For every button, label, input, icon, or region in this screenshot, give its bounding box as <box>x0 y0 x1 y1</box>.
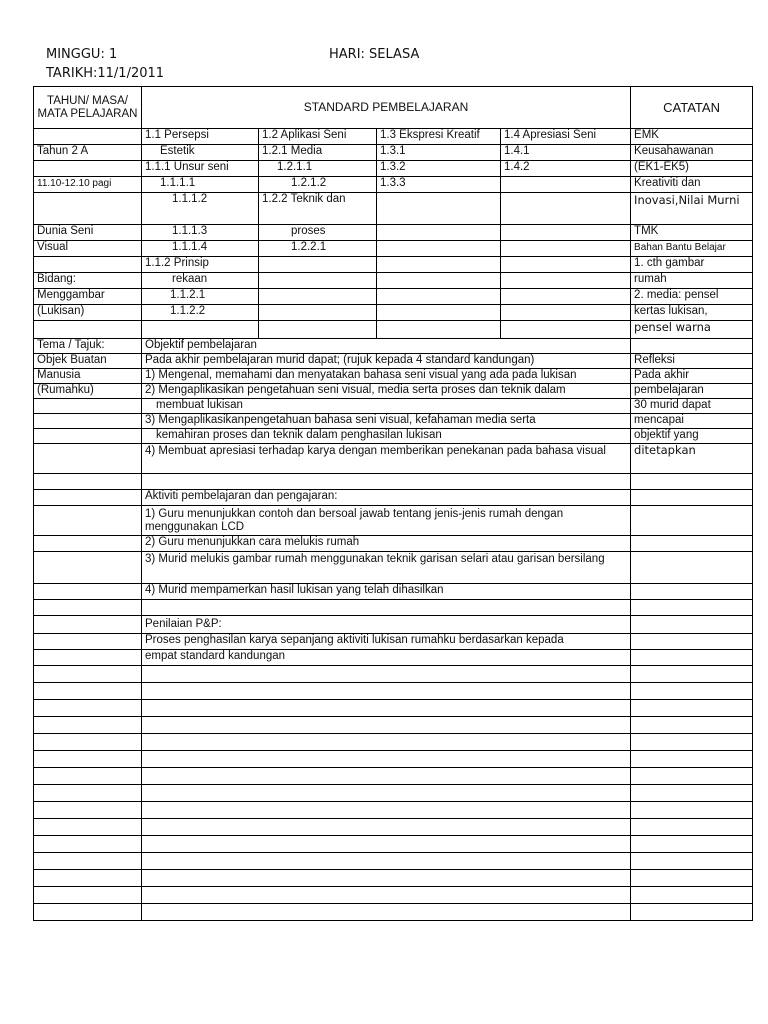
notes-cell: Kreativiti dan <box>631 177 753 193</box>
notes-cell: Pada akhir <box>631 369 753 384</box>
persepsi-cell: 1.1.1.3 <box>142 225 259 241</box>
notes-cell <box>631 339 753 354</box>
table-row <box>34 584 753 600</box>
time-cell: 11.10-12.10 pagi <box>34 177 142 193</box>
col-header-notes: CATATAN <box>631 87 753 129</box>
table-row <box>34 161 753 177</box>
empty-row <box>34 717 753 734</box>
aplikasi-cell: 1.2.1.2 <box>259 177 377 193</box>
activity-item: 4) Murid mempamerkan hasil lukisan yang telah dihasilkan <box>142 584 631 600</box>
objective-cell: 3) Mengaplikasikanpengetahuan bahasa seni visual, kefahaman media serta <box>142 414 631 429</box>
persepsi-cell: 1.1.2 Prinsip <box>142 257 259 273</box>
ekspresi-cell <box>377 273 501 289</box>
empty-row <box>34 734 753 751</box>
ekspresi-cell <box>377 193 501 225</box>
notes-cell: EMK <box>631 129 753 145</box>
apresiasi-cell <box>501 225 631 241</box>
apresiasi-cell <box>501 305 631 321</box>
apresiasi-cell <box>501 193 631 225</box>
aplikasi-cell: 1.2.1.1 <box>259 161 377 177</box>
table-row <box>34 384 753 399</box>
ekspresi-cell: 1.3 Ekspresi Kreatif <box>377 129 501 145</box>
theme-cell <box>34 399 142 414</box>
aplikasi-cell: proses <box>259 225 377 241</box>
theme-cell: Objek Buatan <box>34 354 142 369</box>
day-label: HARI: SELASA <box>329 47 420 62</box>
empty-row <box>34 474 753 490</box>
activity-item: 2) Guru menunjukkan cara melukis rumah <box>142 536 631 552</box>
table-row <box>34 339 753 354</box>
table-row <box>34 145 753 161</box>
persepsi-cell: 1.1.2.2 <box>142 305 259 321</box>
notes-cell: objektif yang <box>631 429 753 444</box>
theme-cell <box>34 444 142 474</box>
aplikasi-cell: 1.2.1 Media <box>259 145 377 161</box>
empty-row <box>34 768 753 785</box>
aplikasi-cell <box>259 257 377 273</box>
notes-cell: mencapai <box>631 414 753 429</box>
year-cell: Tahun 2 A <box>34 145 142 161</box>
apresiasi-cell <box>501 241 631 257</box>
table-row <box>34 177 753 193</box>
empty-row <box>34 870 753 887</box>
assessment-heading: Penilaian P&P: <box>142 616 631 634</box>
objective-cell <box>142 444 631 474</box>
table-header-row <box>34 87 753 129</box>
notes-cell: Inovasi,Nilai Murni <box>631 193 753 225</box>
apresiasi-cell <box>501 273 631 289</box>
empty-row <box>34 836 753 853</box>
apresiasi-cell <box>501 177 631 193</box>
year-cell: Visual <box>34 241 142 257</box>
table-row <box>34 552 753 584</box>
table-row <box>34 289 753 305</box>
table-row <box>34 241 753 257</box>
table-row <box>34 506 753 536</box>
notes-cell: 1. cth gambar <box>631 257 753 273</box>
table-row <box>34 536 753 552</box>
notes-cell: kertas lukisan, <box>631 305 753 321</box>
empty-row <box>34 819 753 836</box>
aplikasi-cell <box>259 305 377 321</box>
year-cell <box>34 257 142 273</box>
col-header-year-time-subject: TAHUN/ MASA/ MATA PELAJARAN <box>34 87 142 129</box>
persepsi-cell: 1.1.1.2 <box>142 193 259 225</box>
aplikasi-cell: 1.2.2.1 <box>259 241 377 257</box>
aplikasi-cell <box>259 273 377 289</box>
persepsi-cell: rekaan <box>142 273 259 289</box>
ekspresi-cell: 1.3.3 <box>377 177 501 193</box>
table-row <box>34 369 753 384</box>
theme-cell <box>34 429 142 444</box>
date-label: TARIKH:11/1/2011 <box>46 66 165 81</box>
notes-cell: ditetapkan <box>631 444 753 474</box>
table-row <box>34 616 753 634</box>
assessment-text: Proses penghasilan karya sepanjang aktiviti lukisan rumahku berdasarkan kepada <box>142 634 631 650</box>
ekspresi-cell <box>377 225 501 241</box>
apresiasi-cell <box>501 257 631 273</box>
ekspresi-cell <box>377 305 501 321</box>
apresiasi-cell: 1.4 Apresiasi Seni <box>501 129 631 145</box>
table-row <box>34 305 753 321</box>
empty-row <box>34 904 753 921</box>
empty-row <box>34 751 753 768</box>
week-label: MINGGU: 1 <box>46 47 118 62</box>
table-row <box>34 354 753 369</box>
table-row <box>34 321 753 339</box>
table-row <box>34 490 753 506</box>
table-row <box>34 414 753 429</box>
empty-row <box>34 802 753 819</box>
ekspresi-cell <box>377 241 501 257</box>
empty-row <box>34 887 753 904</box>
objective-cell: 2) Mengaplikasikan pengetahuan seni visual, media serta proses dan teknik dalam <box>142 384 631 399</box>
assessment-text-2: empat standard kandungan <box>142 650 631 666</box>
aplikasi-cell: 1.2 Aplikasi Seni <box>259 129 377 145</box>
notes-cell: pembelajaran <box>631 384 753 399</box>
notes-cell: 30 murid dapat <box>631 399 753 414</box>
table-row <box>34 225 753 241</box>
objective-4-text: 4) Membuat apresiasi terhadap karya dengan memberikan penekanan pada bahasa visual <box>145 445 606 457</box>
aplikasi-cell <box>259 289 377 305</box>
col-header-learning-standard: STANDARD PEMBELAJARAN <box>142 87 631 129</box>
theme-cell <box>34 414 142 429</box>
year-cell: Dunia Seni <box>34 225 142 241</box>
year-cell: Menggambar <box>34 289 142 305</box>
year-cell: (Lukisan) <box>34 305 142 321</box>
activity-item: 3) Murid melukis gambar rumah menggunakan teknik garisan selari atau garisan bersilang <box>142 552 631 584</box>
table-row <box>34 634 753 650</box>
persepsi-cell: 1.1.2.1 <box>142 289 259 305</box>
year-cell <box>34 321 142 339</box>
year-cell <box>34 193 142 225</box>
year-cell <box>34 129 142 145</box>
empty-row <box>34 683 753 700</box>
table-row <box>34 399 753 414</box>
lesson-plan-table <box>33 86 753 921</box>
empty-row <box>34 785 753 802</box>
aplikasi-cell <box>259 321 377 339</box>
empty-row <box>34 700 753 717</box>
table-row <box>34 257 753 273</box>
notes-cell: Bahan Bantu Belajar <box>631 241 753 257</box>
apresiasi-cell <box>501 289 631 305</box>
ekspresi-cell: 1.3.2 <box>377 161 501 177</box>
empty-row <box>34 600 753 616</box>
table-row <box>34 129 753 145</box>
persepsi-cell: 1.1 Persepsi <box>142 129 259 145</box>
apresiasi-cell: 1.4.1 <box>501 145 631 161</box>
ekspresi-cell: 1.3.1 <box>377 145 501 161</box>
persepsi-cell <box>142 321 259 339</box>
year-cell: Bidang: <box>34 273 142 289</box>
ekspresi-cell <box>377 257 501 273</box>
apresiasi-cell <box>501 321 631 339</box>
notes-cell: Keusahawanan <box>631 145 753 161</box>
theme-cell: Manusia <box>34 369 142 384</box>
objective-cell: 1) Mengenal, memahami dan menyatakan bahasa seni visual yang ada pada lukisan <box>142 369 631 384</box>
persepsi-cell: 1.1.1 Unsur seni <box>142 161 259 177</box>
objective-cell: membuat lukisan <box>142 399 631 414</box>
ekspresi-cell <box>377 289 501 305</box>
persepsi-cell: 1.1.1.1 <box>142 177 259 193</box>
theme-cell: Tema / Tajuk: <box>34 339 142 354</box>
notes-cell: TMK <box>631 225 753 241</box>
notes-cell: (EK1-EK5) <box>631 161 753 177</box>
aplikasi-cell: 1.2.2 Teknik dan <box>259 193 377 225</box>
objective-cell: kemahiran proses dan teknik dalam penghasilan lukisan <box>142 429 631 444</box>
table-row <box>34 444 753 474</box>
theme-cell: (Rumahku) <box>34 384 142 399</box>
persepsi-cell: Estetik <box>142 145 259 161</box>
table-row <box>34 273 753 289</box>
notes-cell: Refleksi <box>631 354 753 369</box>
persepsi-cell: 1.1.1.4 <box>142 241 259 257</box>
activity-item: 1) Guru menunjukkan contoh dan bersoal jawab tentang jenis-jenis rumah dengan menggunakan LCD <box>142 506 631 536</box>
notes-cell: 2. media: pensel <box>631 289 753 305</box>
empty-row <box>34 853 753 870</box>
apresiasi-cell: 1.4.2 <box>501 161 631 177</box>
ekspresi-cell <box>377 321 501 339</box>
activities-heading: Aktiviti pembelajaran dan pengajaran: <box>142 490 631 506</box>
empty-row <box>34 666 753 683</box>
table-row <box>34 429 753 444</box>
objective-cell: Pada akhir pembelajaran murid dapat; (rujuk kepada 4 standard kandungan) <box>142 354 631 369</box>
notes-cell: rumah <box>631 273 753 289</box>
table-row <box>34 193 753 225</box>
objective-cell: Objektif pembelajaran <box>142 339 631 354</box>
notes-cell: pensel warna <box>631 321 753 339</box>
year-cell <box>34 161 142 177</box>
table-row <box>34 650 753 666</box>
